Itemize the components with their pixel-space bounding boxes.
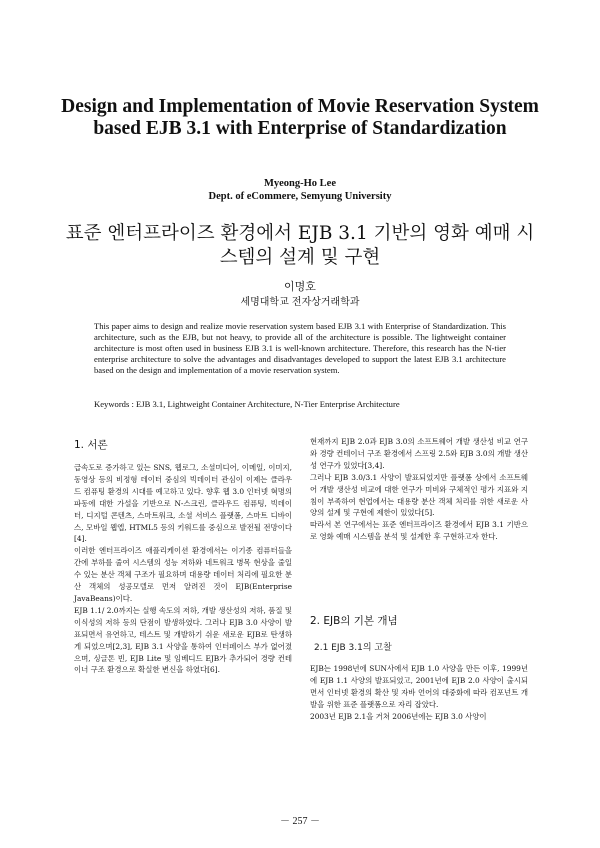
right-column-body-section2 xyxy=(310,663,528,723)
body-paragraph: 따라서 본 연구에서는 표준 엔터프라이즈 환경에서 EJB 3.1 기반으로 영화 예매 시스템을 분석 및 설계한 후 구현하고자 한다. xyxy=(310,520,528,542)
body-paragraph: 2003년 EJB 2.1을 거쳐 2006년에는 EJB 3.0 사양이 xyxy=(310,711,487,721)
author-block-korean xyxy=(100,280,500,310)
left-column-body xyxy=(74,462,292,676)
section-heading-introduction: 1. 서론 xyxy=(74,439,108,451)
body-paragraph: 이러한 엔터프라이즈 애플리케이션 환경에서는 이기종 컴퓨터들을 간에 부하를 줄여 시스템의 성능 저하와 네트워크 병목 현상을 줄일 수 있는 분산 객체 구조가 필요하며 대용량 데이터 처리에 필요한 분산 객체의 성공모델로 먼저 알려진 것이 EJB(Enterprise JavaBeans)이다. xyxy=(74,546,292,603)
paper-title-korean: 표준 엔터프라이즈 환경에서 EJB 3.1 기반의 영화 예매 시스템의 설계 및 구현 xyxy=(65,223,535,268)
affiliation-korean: 세명대학교 전자상거래학과 xyxy=(240,297,360,308)
section-heading-ejb-concepts: 2. EJB의 기본 개념 xyxy=(310,615,398,627)
body-paragraph: EJB 1.1/ 2.0까지는 실행 속도의 저하, 개발 생산성의 저하, 품질 및 이식성의 저하 등의 단점이 발생하였다. 그러나 EJB 3.0 사양이 발표되면서 유연하고, 테스트 및 개발하기 쉬운 새로운 EJB로 탄생하게 되었으며[2,3], EJB 3.1 사양을 통하여 인터페이스 부가 없어졌으며, 싱글톤 빈, EJB Lite 및 임베디드 EJB가 추가되어 경량 컨테이너 구조 환경으로 확실한 변신을 하였다[6]. xyxy=(74,605,292,675)
author-name-korean: 이명호 xyxy=(284,280,316,293)
author-name-english: Myeong-Ho Lee xyxy=(263,178,337,189)
body-paragraph: 그러나 EJB 3.0/3.1 사양이 발표되었지만 플랫폼 상에서 소프트웨어 개발 생산성 비교에 대한 연구가 미비와 구체적인 평가 지표와 지침이 부족하여 현업에서는 대용량 분산 객체 처리를 위한 새로운 사양의 설계 및 구현에 제한이 있었다[5]. xyxy=(310,472,528,518)
keywords: Keywords : EJB 3.1, Lightweight Container Architecture, N-Tier Enterprise Architecture xyxy=(94,399,400,409)
subsection-heading-ejb31: 2.1 EJB 3.1의 고찰 xyxy=(314,643,392,653)
page-number: － 257 － xyxy=(280,816,320,827)
right-column-body xyxy=(310,436,528,543)
body-paragraph: EJB는 1998년에 SUN사에서 EJB 1.0 사양을 만든 이후, 1999년에 EJB 1.1 사양의 발표되었고, 2001년에 EJB 2.0 사양이 출시되면서 인터넷 환경의 확산 및 자바 언어의 대중화에 따라 컴포넌트 개발을 위한 표준 플랫폼으로 자리 잡았다. xyxy=(310,664,528,709)
author-block-english xyxy=(100,177,500,203)
body-paragraph: 급속도로 증가하고 있는 SNS, 웹로그, 소셜미디어, 이메일, 이미지, 동영상 등의 비정형 데이터 중심의 빅데이터 관심이 이제는 클라우드 컴퓨팅 환경의 시대를 예고하고 있다. 향후 웹 3.0 인터넷 혁명의 파동에 대한 가설을 기반으로 N-스크린, 클라우드 컴퓨팅, 빅데이터, 디지털 콘텐츠, 스마트워크, 소셜 서비스 플랫폼, 스마트 디바이스, 모바일 웹엡, HTML5 등의 키워드를 중심으로 발전될 전망이다[4]. xyxy=(74,463,292,544)
affiliation-english: Dept. of eCommere, Semyung University xyxy=(208,191,392,202)
paper-title-english: Design and Implementation of Movie Reservation System based EJB 3.1 with Enterprise of Standardization xyxy=(61,96,539,139)
body-paragraph: 현재까지 EJB 2.0과 EJB 3.0의 소프트웨어 개발 생산성 비교 연구와 경량 컨테이너 구조 환경에서 스프링 2.5와 EJB 3.0의 개발 생산성 연구가 있었다[3,4]. xyxy=(310,437,528,470)
abstract: This paper aims to design and realize movie reservation system based EJB 3.1 with Enterprise of Standardization. This architecture, such as the EJB, but not heavy, to provide all of the architecture is possible. The lightweight container architecture is most often used in business EJB 3.1 is well-known architecture. Therefore, this research has the N-tier enterprise architecture to solve the advantages and disadvantages developed to support the latest EJB 3.1 architecture based on the design and implementation of a movie reservation system. xyxy=(94,321,506,375)
